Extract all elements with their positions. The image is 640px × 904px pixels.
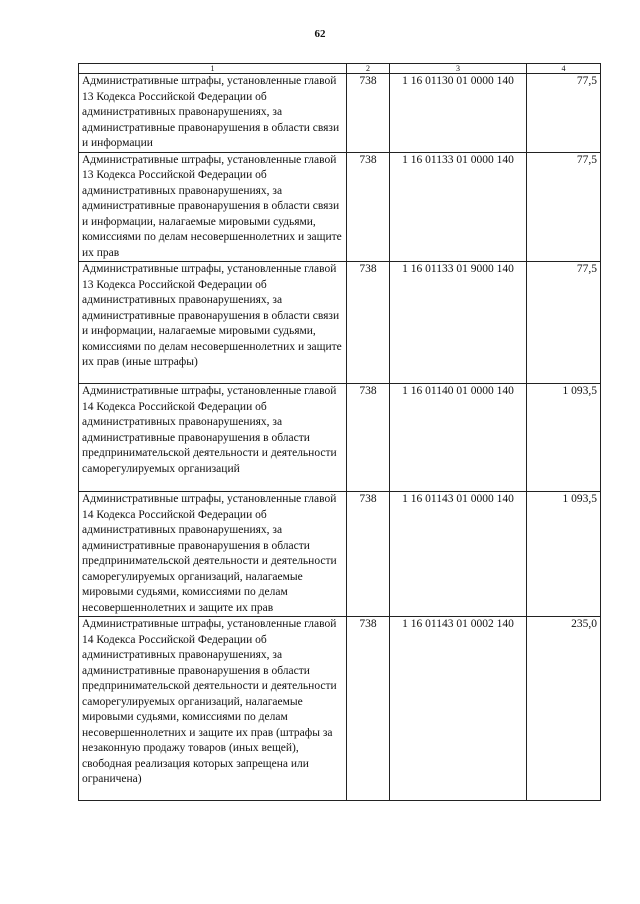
row-admin-code: 738: [347, 152, 390, 262]
row-description: Административные штрафы, установленные главой 13 Кодекса Российской Федерации об административных правонарушениях, за административные правонарушения в области связи и информации: [79, 74, 347, 153]
table-row: [79, 384, 601, 492]
row-budget-code: 1 16 01133 01 0000 140: [390, 152, 527, 262]
row-amount: 77,5: [527, 74, 601, 153]
row-amount: 235,0: [527, 617, 601, 801]
row-amount: 1 093,5: [527, 492, 601, 617]
column-header-1: 1: [79, 64, 347, 74]
row-admin-code: 738: [347, 262, 390, 384]
table-row: [79, 74, 601, 153]
table-row: [79, 262, 601, 384]
page-number: 62: [314, 28, 326, 40]
row-amount: 77,5: [527, 262, 601, 384]
row-admin-code: 738: [347, 74, 390, 153]
row-admin-code: 738: [347, 492, 390, 617]
row-description: Административные штрафы, установленные главой 13 Кодекса Российской Федерации об административных правонарушениях, за административные правонарушения в области связи и информации, налагаемые мировыми судьями, комиссиями по делам несовершеннолетних и защите их прав: [79, 152, 347, 262]
row-budget-code: 1 16 01143 01 0000 140: [390, 492, 527, 617]
budget-table: [78, 63, 601, 801]
table-header-row: [79, 64, 601, 74]
table-row: [79, 152, 601, 262]
row-budget-code: 1 16 01133 01 9000 140: [390, 262, 527, 384]
row-budget-code: 1 16 01143 01 0002 140: [390, 617, 527, 801]
column-header-3: 3: [390, 64, 527, 74]
row-admin-code: 738: [347, 617, 390, 801]
row-amount: 1 093,5: [527, 384, 601, 492]
row-description: Административные штрафы, установленные главой 14 Кодекса Российской Федерации об административных правонарушениях, за административные правонарушения в области предпринимательской деятельности и деятельности саморегулируемых организаций, налагаемые мировыми судьями, комиссиями по делам несовершеннолетних и защите их прав (штрафы за незаконную продажу товаров (иных вещей), свободная реализация которых запрещена или ограничена): [79, 617, 347, 801]
row-description: Административные штрафы, установленные главой 13 Кодекса Российской Федерации об административных правонарушениях, за административные правонарушения в области связи и информации, налагаемые мировыми судьями, комиссиями по делам несовершеннолетних и защите их прав (иные штрафы): [79, 262, 347, 384]
table-row: [79, 492, 601, 617]
row-budget-code: 1 16 01140 01 0000 140: [390, 384, 527, 492]
column-header-4: 4: [527, 64, 601, 74]
row-description: Административные штрафы, установленные главой 14 Кодекса Российской Федерации об административных правонарушениях, за административные правонарушения в области предпринимательской деятельности и деятельности саморегулируемых организаций, налагаемые мировыми судьями, комиссиями по делам несовершеннолетних и защите их прав: [79, 492, 347, 617]
row-description: Административные штрафы, установленные главой 14 Кодекса Российской Федерации об административных правонарушениях, за административные правонарушения в области предпринимательской деятельности и деятельности саморегулируемых организаций: [79, 384, 347, 492]
row-budget-code: 1 16 01130 01 0000 140: [390, 74, 527, 153]
column-header-2: 2: [347, 64, 390, 74]
row-amount: 77,5: [527, 152, 601, 262]
table-row: [79, 617, 601, 801]
row-admin-code: 738: [347, 384, 390, 492]
